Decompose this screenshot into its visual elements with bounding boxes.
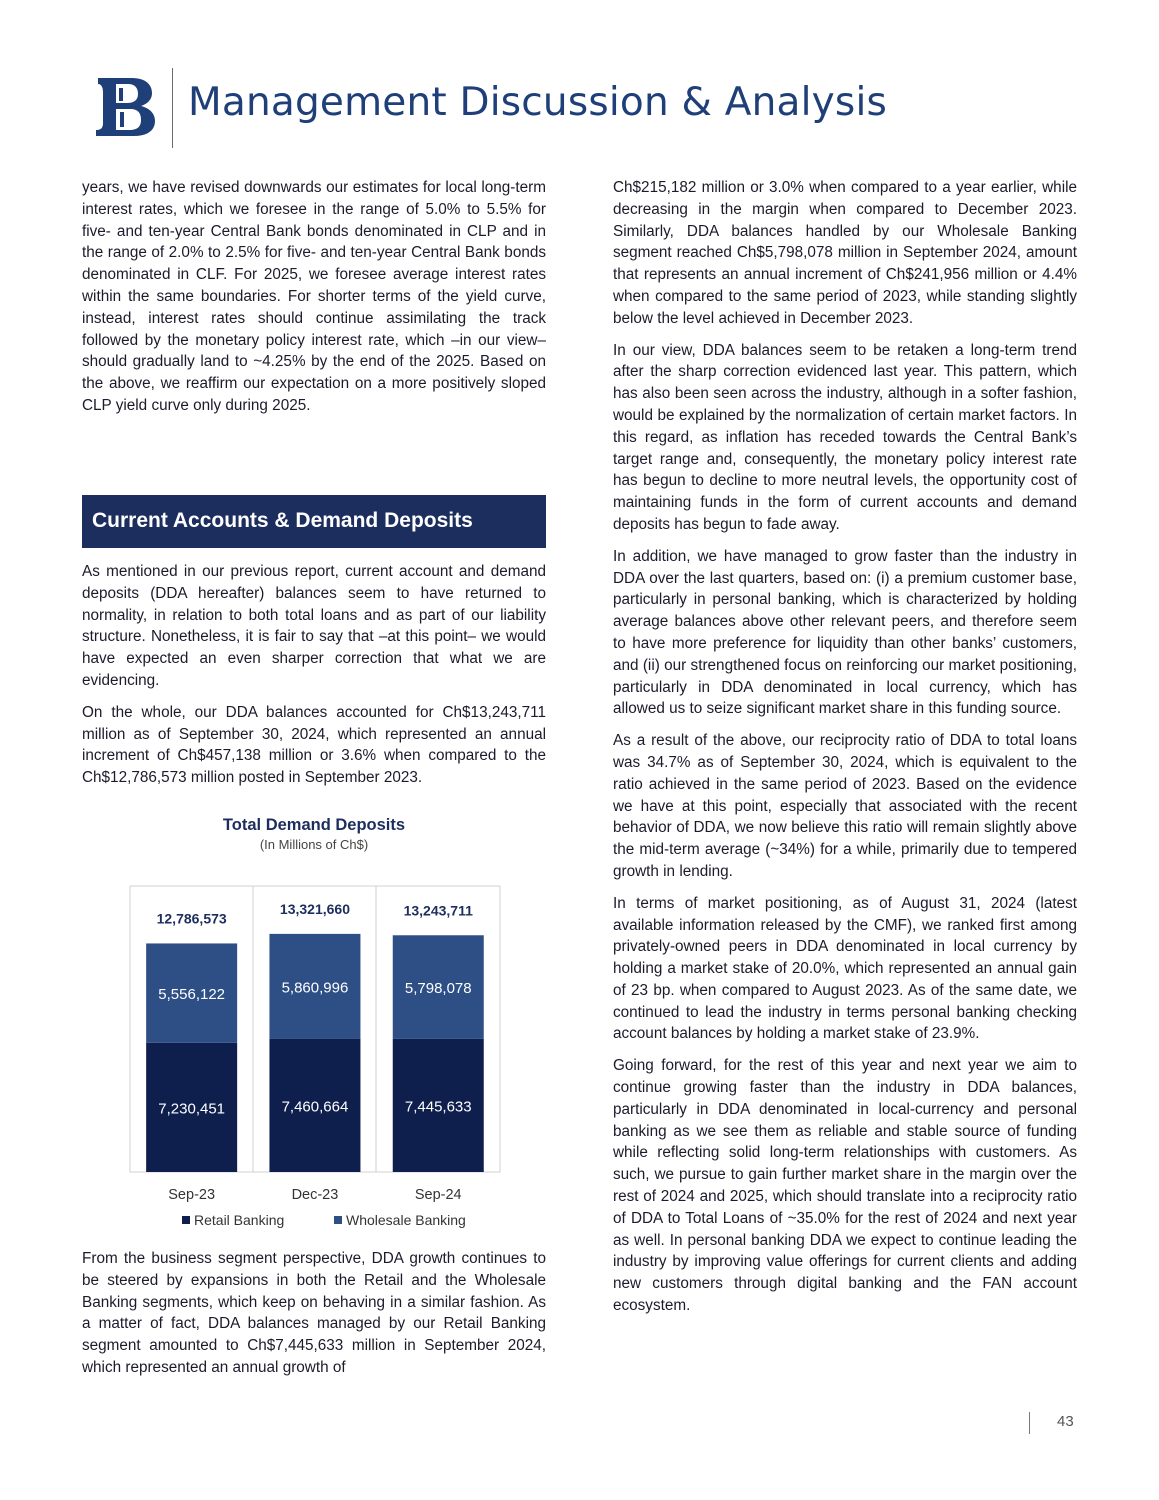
paragraph: As mentioned in our previous report, current account and demand deposits (DDA hereafter) balances seem to have returned to normality, in relation to both total loans and as part of our liability structure. Nonetheless, it is fair to say that –at this point– we would have expected an even sharper correction that what we are evidencing. xyxy=(82,563,546,689)
section-header-band xyxy=(82,495,546,548)
bar-value-label: 5,798,078 xyxy=(404,980,472,998)
bank-monogram-icon xyxy=(92,70,158,142)
chart-canvas xyxy=(82,812,546,1240)
bar-total-label: 13,321,660 xyxy=(279,900,350,917)
legend-label-retail: Retail Banking xyxy=(194,1212,285,1228)
section-title: Current Accounts & Demand Deposits xyxy=(92,509,473,532)
total-demand-deposits-chart xyxy=(82,812,546,1240)
x-axis-tick-label: Sep-23 xyxy=(168,1187,216,1203)
page-number: 43 xyxy=(1057,1413,1074,1430)
bar-value-label: 7,460,664 xyxy=(281,1098,349,1116)
bar-total-label: 13,243,711 xyxy=(403,902,473,919)
paragraph: years, we have revised downwards our estimates for local long-term interest rates, which we foresee in the range of 5.0% to 5.5% for five- and ten-year Central Bank bonds denominated in CLP and in the range of 2.0% to 2.5% for five- and ten-year Central Bank bonds denominated in CLF. For 2025, we foresee average interest rates within the same boundaries. For shorter terms of the yield curve, instead, interest rates should continue assimilating the track followed by the monetary policy interest rate, which –in our view– should gradually land to ~4.25% by the end of the 2025. Based on the above, we reaffirm our expectation on a more positively sloped CLP yield curve only during 2025. xyxy=(82,179,546,414)
paragraph: From the business segment perspective, DDA growth continues to be steered by expansions in both the Retail and the Wholesale Banking segments, which keep on behaving in a similar fashion. As a matter of fact, DDA balances managed by our Retail Banking segment amounted to Ch$7,445,633 million in September 2024, which represented an annual growth of xyxy=(82,1250,546,1376)
paragraph: In addition, we have managed to grow faster than the industry in DDA over the last quarters, based on: (i) a premium customer base, particularly in personal banking, which is characterized by holding average balances above other relevant peers, and therefore seem to have more preference for liquidity than other banks’ customers, and (ii) our strengthened focus on reinforcing our market positioning, particularly in DDA denominated in local currency, which has allowed us to seize significant market share in this funding source. xyxy=(613,547,1077,718)
x-axis-tick-label: Sep-24 xyxy=(414,1187,462,1203)
paragraph: Going forward, for the rest of this year and next year we aim to continue growing faster than the industry in DDA balances, particularly in DDA denominated in local-currency and personal banking as we see them as reliable and stable source of funding while reflecting solid long-term relationships with customers. As such, we pursue to gain further market share in the margin over the rest of 2024 and 2025, which should translate into a reciprocity ratio of DDA to Total Loans of ~35.0% for the rest of 2024 and next year as well. In personal banking DDA we expect to continue leading the industry by improving value offerings for current clients and adding new customers through digital banking and the FAN account ecosystem. xyxy=(613,1057,1077,1315)
page-header xyxy=(92,64,992,152)
page-title: Management Discussion & Analysis xyxy=(188,80,887,125)
paragraph: In our view, DDA balances seem to be retaken a long-term trend after the sharp correction evidenced last year. This pattern, which has also been seen across the industry, although in a softer fashion, would be explained by the normalization of certain market factors. In this regard, as inflation has receded towards the Central Bank’s target range and, consequently, the monetary policy interest rate has begun to decline to more neutral levels, the opportunity cost of maintaining funds in the form of current accounts and demand deposits has begun to fade away. xyxy=(613,341,1077,533)
footer-divider xyxy=(1029,1412,1030,1434)
right-column xyxy=(613,177,1077,1327)
legend-label-wholesale: Wholesale Banking xyxy=(346,1212,466,1228)
bar-total-label: 12,786,573 xyxy=(156,910,227,927)
left-column-intro xyxy=(82,177,546,427)
paragraph: In terms of market positioning, as of August 31, 2024 (latest available information released by the CMF), we ranked first among privately-owned peers in DDA denominated in local currency by holding a market stake of 20.0%, which represented an annual gain of 23 bp. when compared to August 2023. As of the same date, we continued to lead the industry in terms personal banking checking account balances by holding a market stake of 23.9%. xyxy=(613,894,1077,1043)
chart-title: Total Demand Deposits xyxy=(222,816,406,834)
left-column-body xyxy=(82,561,546,799)
legend-swatch-retail xyxy=(182,1216,190,1224)
paragraph: Ch$215,182 million or 3.0% when compared to a year earlier, while decreasing in the margin when compared to December 2023. Similarly, DDA balances handled by our Wholesale Banking segment reached Ch$5,798,078 million in September 2024, amount that represents an annual increment of Ch$241,956 million or 4.4% when compared to the same period of 2023, while standing slightly below the level achieved in December 2023. xyxy=(613,179,1077,327)
bar-value-label: 7,445,633 xyxy=(404,1098,472,1116)
left-column-segments xyxy=(82,1248,546,1389)
chart-subtitle: (In Millions of Ch$) xyxy=(259,837,369,852)
x-axis-tick-label: Dec-23 xyxy=(291,1187,339,1203)
paragraph: As a result of the above, our reciprocity ratio of DDA to total loans was 34.7% as of September 30, 2024, which is equivalent to the ratio achieved in the same period of 2023. Based on the evidence we have at this point, especially that associated with the recent behavior of DDA, we now believe this ratio will remain slightly above the mid-term average (~34%) for a while, primarily due to tempered growth in lending. xyxy=(613,732,1077,880)
bar-value-label: 5,860,996 xyxy=(281,979,349,997)
legend-swatch-wholesale xyxy=(334,1216,342,1224)
bar-value-label: 7,230,451 xyxy=(158,1100,226,1118)
bar-value-label: 5,556,122 xyxy=(158,986,226,1004)
paragraph: On the whole, our DDA balances accounted for Ch$13,243,711 million as of September 30, 2024, which represented an annual increment of Ch$457,138 million or 3.6% when compared to the Ch$12,786,573 million posted in September 2023. xyxy=(82,703,546,787)
header-divider xyxy=(172,68,173,148)
